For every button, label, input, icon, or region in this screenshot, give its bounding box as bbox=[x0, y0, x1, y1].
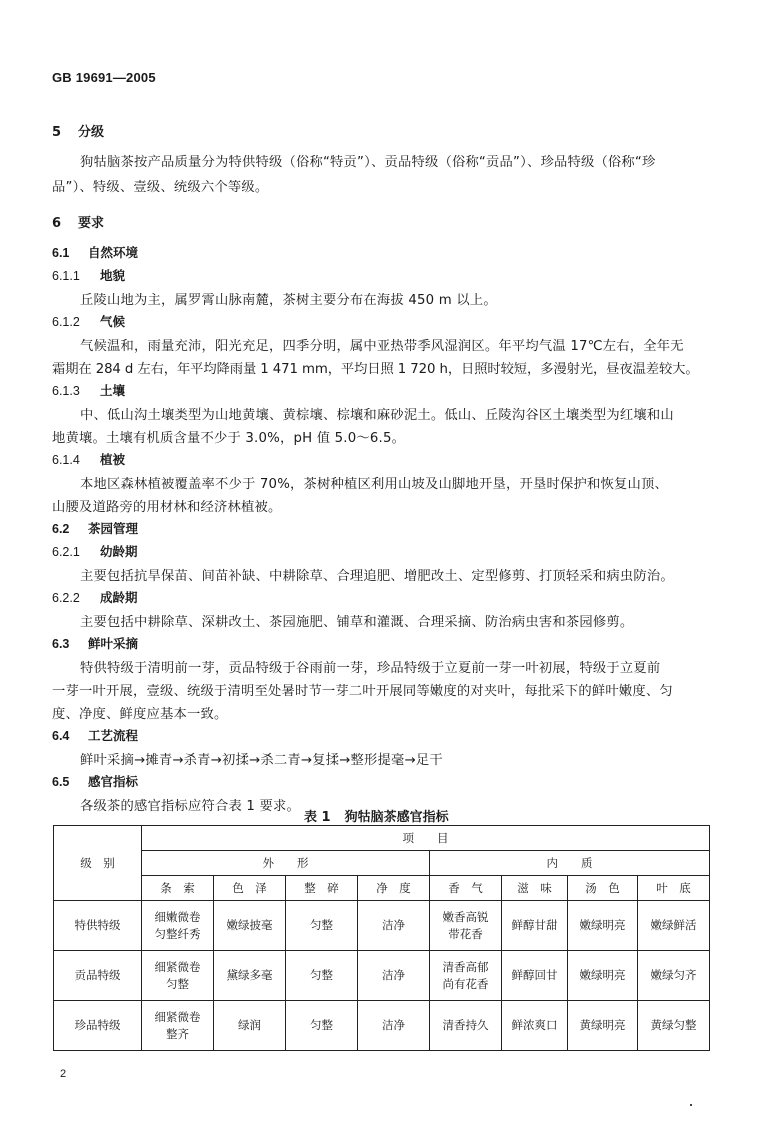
section-6-1-1-heading bbox=[52, 266, 125, 284]
table-cell: 匀整 bbox=[286, 951, 358, 1001]
paragraph-line: 一芽一叶开展，壹级、统级于清明至处暑时节一芽二叶开展同等嫩度的对夹叶，每批采下的鲜叶嫩度、匀 bbox=[52, 684, 673, 699]
section-6-3-heading bbox=[52, 634, 138, 652]
header-inner-quality: 内 质 bbox=[430, 851, 710, 876]
table-caption bbox=[304, 806, 449, 825]
section-6-heading bbox=[52, 212, 104, 231]
section-title: 自然环境 bbox=[88, 245, 139, 260]
table-cell: 洁净 bbox=[358, 951, 430, 1001]
subheader-taste: 滋 味 bbox=[502, 876, 568, 901]
paragraph-line: 主要包括抗旱保苗、间苗补缺、中耕除草、合理追肥、增肥改土、定型修剪、打顶轻采和病虫防治。 bbox=[80, 569, 674, 584]
paragraph-line: 丘陵山地为主，属罗霄山脉南麓，茶树主要分布在海拔 450 m 以上。 bbox=[80, 293, 497, 308]
cell-line: 细紧微卷 bbox=[154, 1009, 201, 1024]
section-title: 工艺流程 bbox=[88, 728, 139, 743]
header-appearance: 外 形 bbox=[142, 851, 430, 876]
section-6-2-1-heading bbox=[52, 542, 138, 560]
subheader-evenness: 整 碎 bbox=[286, 876, 358, 901]
paragraph-line: 气候温和，雨量充沛，阳光充足，四季分明，属中亚热带季风湿润区。年平均气温 17℃左右，全年无 bbox=[80, 339, 684, 354]
cell-line: 嫩香高锐 bbox=[442, 909, 489, 924]
section-title: 茶园管理 bbox=[88, 521, 139, 536]
section-number: 6.3 bbox=[52, 637, 70, 651]
table-cell: 嫩绿匀齐 bbox=[638, 951, 710, 1001]
section-title: 感官指标 bbox=[88, 774, 139, 789]
section-5-heading bbox=[52, 121, 104, 140]
cell-line: 带花香 bbox=[448, 926, 483, 941]
paragraph-line: 度、净度、鲜度应基本一致。 bbox=[52, 707, 228, 722]
table-cell: 鲜浓爽口 bbox=[502, 1001, 568, 1051]
table-cell: 黛绿多毫 bbox=[214, 951, 286, 1001]
subheader-liquor-color: 汤 色 bbox=[568, 876, 638, 901]
paragraph-line: 山腰及道路旁的用材林和经济林植被。 bbox=[52, 500, 282, 515]
paragraph-line: 霜期在 284 d 左右，年平均降雨量 1 471 mm，平均日照 1 720 h，日照时较短，多漫射光，昼夜温差较大。 bbox=[52, 362, 699, 377]
table-cell: 黄绿明亮 bbox=[568, 1001, 638, 1051]
section-title: 要求 bbox=[78, 216, 105, 231]
section-6-2-heading bbox=[52, 519, 138, 537]
cell-line: 尚有花香 bbox=[442, 976, 489, 991]
page-number: 2 bbox=[60, 1068, 67, 1080]
subheader-shape: 条 索 bbox=[142, 876, 214, 901]
grade-cell: 贡品特级 bbox=[54, 951, 142, 1001]
table-cell: 嫩绿明亮 bbox=[568, 951, 638, 1001]
table-cell bbox=[142, 1001, 214, 1051]
section-6-4-heading bbox=[52, 726, 138, 744]
standard-header: GB 19691—2005 bbox=[52, 70, 156, 85]
table-cell bbox=[430, 951, 502, 1001]
paragraph-line: 品”）、特级、壹级、统级六个等级。 bbox=[52, 180, 269, 195]
subheader-clarity: 净 度 bbox=[358, 876, 430, 901]
table-cell: 鲜醇甘甜 bbox=[502, 901, 568, 951]
section-number: 6.1.2 bbox=[52, 315, 80, 329]
section-number: 5 bbox=[52, 125, 62, 140]
sensory-index-table bbox=[53, 825, 710, 1051]
section-number: 6.5 bbox=[52, 775, 70, 789]
cell-line: 匀整 bbox=[166, 976, 189, 991]
paragraph-line: 本地区森林植被覆盖率不少于 70%，茶树种植区利用山坡及山脚地开垦，开垦时保护和恢复山顶、 bbox=[80, 477, 668, 492]
section-number: 6 bbox=[52, 216, 62, 231]
section-number: 6.1.1 bbox=[52, 269, 80, 283]
table-cell: 匀整 bbox=[286, 1001, 358, 1051]
section-number: 6.4 bbox=[52, 729, 70, 743]
header-item: 项 目 bbox=[142, 826, 710, 851]
cell-line: 细紧微卷 bbox=[154, 959, 201, 974]
table-cell: 洁净 bbox=[358, 901, 430, 951]
subheader-infused-leaf: 叶 底 bbox=[638, 876, 710, 901]
table-caption-title: 狗牯脑茶感官指标 bbox=[344, 810, 449, 825]
paragraph-line: 中、低山沟土壤类型为山地黄壤、黄棕壤、棕壤和麻砂泥土。低山、丘陵沟谷区土壤类型为红壤和山 bbox=[80, 408, 674, 423]
paragraph-line: 狗牯脑茶按产品质量分为特供特级（俗称“特贡”）、贡品特级（俗称“贡品”）、珍品特级（俗称“珍 bbox=[80, 155, 656, 170]
paragraph-line: 地黄壤。土壤有机质含量不少于 3.0%，pH 值 5.0～6.5。 bbox=[52, 431, 406, 446]
table-cell: 绿润 bbox=[214, 1001, 286, 1051]
section-number: 6.2 bbox=[52, 522, 70, 536]
section-number: 6.1 bbox=[52, 246, 70, 260]
section-title: 植被 bbox=[100, 452, 126, 467]
cell-line: 匀整纤秀 bbox=[154, 926, 201, 941]
cell-line: 清香高郁 bbox=[442, 959, 489, 974]
table-cell: 嫩绿鲜活 bbox=[638, 901, 710, 951]
section-number: 6.1.4 bbox=[52, 453, 80, 467]
header-grade: 级 别 bbox=[54, 826, 142, 901]
table-cell bbox=[142, 951, 214, 1001]
section-title: 鲜叶采摘 bbox=[88, 636, 139, 651]
table-cell: 清香持久 bbox=[430, 1001, 502, 1051]
section-6-5-heading bbox=[52, 772, 138, 790]
paragraph-line: 主要包括中耕除草、深耕改土、茶园施肥、铺草和灌溉、合理采摘、防治病虫害和茶园修剪。 bbox=[80, 615, 634, 630]
table-cell: 黄绿匀整 bbox=[638, 1001, 710, 1051]
section-6-1-2-heading bbox=[52, 312, 125, 330]
table-cell: 鲜醇回甘 bbox=[502, 951, 568, 1001]
scan-speck bbox=[690, 1104, 692, 1106]
table-row bbox=[54, 901, 710, 951]
paragraph-line: 各级茶的感官指标应符合表 1 要求。 bbox=[80, 799, 300, 814]
section-title: 幼龄期 bbox=[100, 544, 138, 559]
cell-line: 细嫩微卷 bbox=[154, 909, 201, 924]
table-caption-number: 表 1 bbox=[304, 810, 331, 825]
section-6-1-3-heading bbox=[52, 381, 125, 399]
grade-cell: 珍品特级 bbox=[54, 1001, 142, 1051]
table-cell bbox=[142, 901, 214, 951]
table-row bbox=[54, 951, 710, 1001]
section-title: 气候 bbox=[100, 314, 126, 329]
section-title: 土壤 bbox=[100, 383, 126, 398]
subheader-color: 色 泽 bbox=[214, 876, 286, 901]
subheader-aroma: 香 气 bbox=[430, 876, 502, 901]
section-title: 地貌 bbox=[100, 268, 126, 283]
table-cell: 嫩绿明亮 bbox=[568, 901, 638, 951]
section-6-1-heading bbox=[52, 243, 138, 261]
table-cell: 嫩绿披毫 bbox=[214, 901, 286, 951]
table-cell: 洁净 bbox=[358, 1001, 430, 1051]
section-6-1-4-heading bbox=[52, 450, 125, 468]
section-title: 分级 bbox=[78, 125, 105, 140]
grade-cell: 特供特级 bbox=[54, 901, 142, 951]
section-number: 6.1.3 bbox=[52, 384, 80, 398]
cell-line: 整齐 bbox=[166, 1026, 189, 1041]
table-cell: 匀整 bbox=[286, 901, 358, 951]
section-6-2-2-heading bbox=[52, 588, 138, 606]
paragraph-line: 鲜叶采摘→摊青→杀青→初揉→杀二青→复揉→整形提毫→足干 bbox=[80, 753, 443, 768]
paragraph-line: 特供特级于清明前一芽，贡品特级于谷雨前一芽，珍品特级于立夏前一芽一叶初展，特级于立夏前 bbox=[80, 661, 661, 676]
table-row bbox=[54, 1001, 710, 1051]
table-cell bbox=[430, 901, 502, 951]
section-number: 6.2.1 bbox=[52, 545, 80, 559]
section-title: 成龄期 bbox=[100, 590, 138, 605]
section-number: 6.2.2 bbox=[52, 591, 80, 605]
